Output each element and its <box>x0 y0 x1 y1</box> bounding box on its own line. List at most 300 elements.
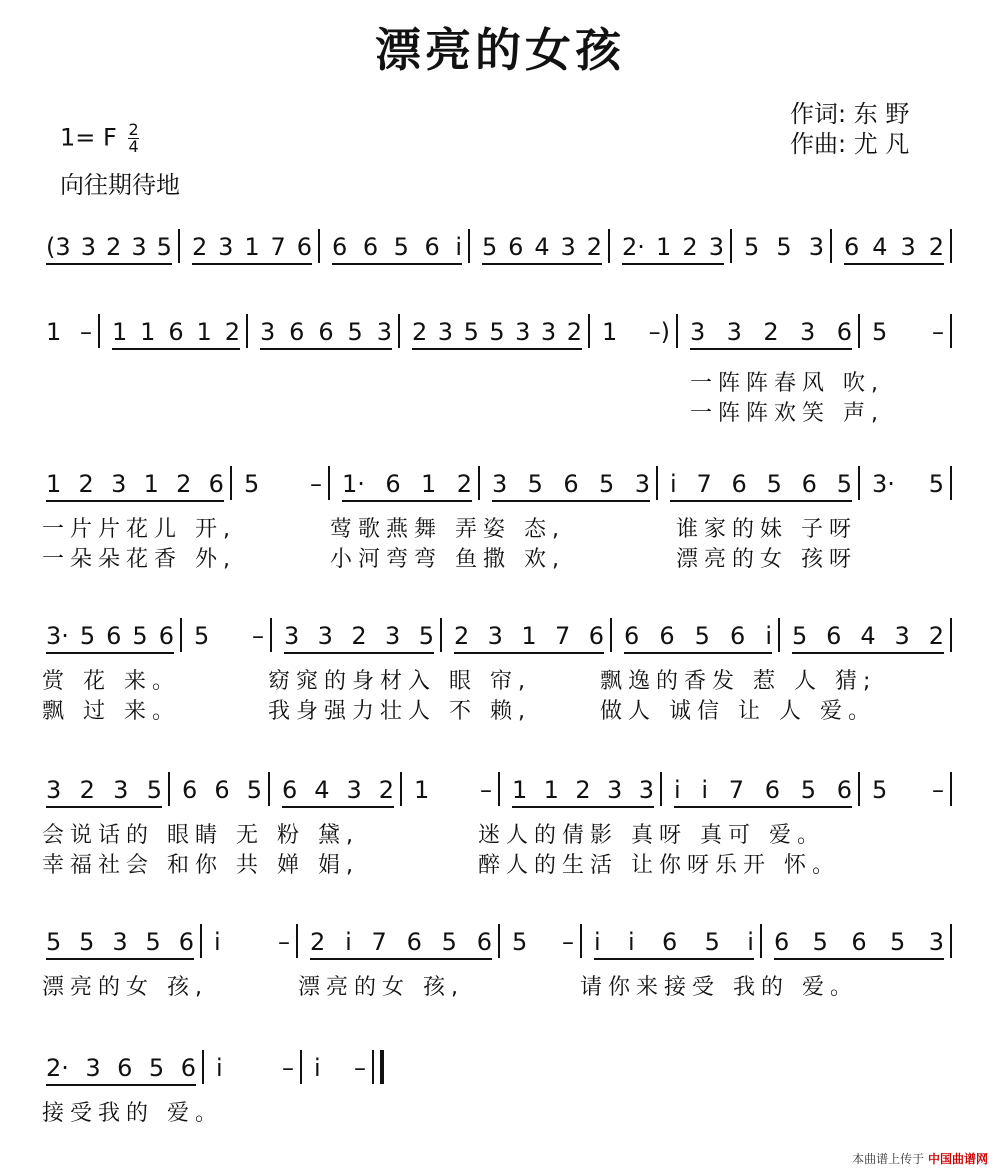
note: i <box>765 622 772 650</box>
lyric-verse-1: 赏 花 来。 <box>42 669 180 694</box>
note: 1 <box>46 470 62 498</box>
beam-underline <box>594 958 754 960</box>
lyric-verse-2: 一朵朵花香 外, <box>42 547 236 572</box>
beam-underline <box>342 500 472 502</box>
barline <box>180 618 182 652</box>
note: 6 <box>729 622 746 650</box>
note: i <box>345 928 352 956</box>
note: 2 <box>79 776 95 804</box>
note: 3 <box>808 233 824 261</box>
note: 2 <box>575 776 591 804</box>
note: 5 <box>418 622 434 650</box>
measure-notes <box>46 233 172 261</box>
note: 5 <box>489 318 505 346</box>
note: 3 <box>540 318 557 346</box>
time-numerator: 2 <box>128 120 139 139</box>
barline <box>830 229 832 263</box>
measure-notes <box>182 776 262 804</box>
time-signature <box>128 122 138 155</box>
barline <box>200 924 202 958</box>
note: 5 <box>148 1054 165 1082</box>
note: 6 <box>332 233 348 261</box>
barline <box>268 772 270 806</box>
note: – <box>80 318 92 346</box>
note: 3 <box>260 318 276 346</box>
measure-notes <box>46 622 174 650</box>
note: 1 <box>521 622 537 650</box>
note: – <box>252 622 264 650</box>
note: 5 <box>599 470 615 498</box>
beam-underline <box>792 652 944 654</box>
note: – <box>282 1054 294 1082</box>
note: i <box>594 928 601 956</box>
note: – <box>310 470 322 498</box>
note: 5 <box>132 622 148 650</box>
lyricist-credit: 作词: 东 野 <box>790 100 910 128</box>
note: 3 <box>607 776 623 804</box>
note: 6 <box>208 470 224 498</box>
note: 5 <box>744 233 760 261</box>
note: 6 <box>826 622 842 650</box>
measure-notes <box>46 1054 196 1082</box>
note: 5 <box>393 233 409 261</box>
note: 2 <box>192 233 208 261</box>
measure-notes <box>872 318 944 346</box>
barline <box>478 466 480 500</box>
measure-notes <box>622 233 724 261</box>
note: 5 <box>145 928 161 956</box>
barline <box>858 314 860 348</box>
note: 1 <box>112 318 128 346</box>
note: 5 <box>800 776 816 804</box>
note: 5 <box>244 470 260 498</box>
note: 5 <box>872 318 888 346</box>
note: 6 <box>836 318 852 346</box>
measure-notes <box>310 928 492 956</box>
note: 7 <box>728 776 745 804</box>
note: 6 <box>508 233 524 261</box>
note: 6 <box>801 470 817 498</box>
beam-underline <box>670 500 852 502</box>
note: i <box>670 470 677 498</box>
measure-notes <box>594 928 754 956</box>
note: 4 <box>314 776 330 804</box>
measure-notes <box>602 318 670 346</box>
barline <box>178 229 180 263</box>
note: –) <box>648 318 670 346</box>
measure-notes <box>412 318 582 346</box>
note: 5 <box>928 470 944 498</box>
note: 2 <box>454 622 470 650</box>
song-title: 漂亮的女孩 <box>375 23 625 77</box>
note: 2· <box>622 233 645 261</box>
note: 1 <box>46 318 62 346</box>
note: 5 <box>812 928 828 956</box>
beam-underline <box>844 263 944 265</box>
lyric-verse-2: 我身强力壮人 不 赖, <box>268 699 531 724</box>
measure-notes <box>872 470 944 498</box>
note: 3 <box>708 233 724 261</box>
lyric-verse-2: 一阵阵欢笑 声, <box>690 401 884 426</box>
note: 4 <box>534 233 550 261</box>
lyric-verse-2: 醉人的生活 让你呀乐开 怀。 <box>478 853 840 878</box>
note: 5 <box>872 776 888 804</box>
measure-notes <box>774 928 944 956</box>
barline <box>676 314 678 348</box>
note: 3 <box>346 776 362 804</box>
beam-underline <box>260 348 392 350</box>
note: 1 <box>414 776 430 804</box>
beam-underline <box>46 263 172 265</box>
barline <box>230 466 232 500</box>
beam-underline <box>46 500 224 502</box>
note: 1 <box>512 776 528 804</box>
barline <box>950 229 952 263</box>
note: – <box>354 1054 366 1082</box>
note: 5 <box>704 928 720 956</box>
note: 5 <box>776 233 792 261</box>
beam-underline <box>112 348 240 350</box>
measure-notes <box>674 776 852 804</box>
measure-notes <box>414 776 492 804</box>
beam-underline <box>774 958 944 960</box>
note: 2 <box>566 318 582 346</box>
note: 1 <box>196 318 212 346</box>
note: 2 <box>763 318 779 346</box>
note: 6 <box>774 928 790 956</box>
measure-notes <box>46 318 92 346</box>
note: 1 <box>140 318 156 346</box>
note: 2 <box>176 470 192 498</box>
note: i <box>674 776 681 804</box>
beam-underline <box>482 263 602 265</box>
measure-notes <box>872 776 944 804</box>
lyric-verse-1: 谁家的妹 子呀 <box>676 517 857 542</box>
barline <box>498 924 500 958</box>
note: 3· <box>46 622 69 650</box>
barline <box>950 772 952 806</box>
note: 6 <box>296 233 312 261</box>
note: 3 <box>437 318 454 346</box>
measure-notes <box>194 622 264 650</box>
note: 3 <box>317 622 333 650</box>
note: 3 <box>560 233 576 261</box>
note: 6 <box>624 622 640 650</box>
note: 3 <box>131 233 147 261</box>
measure-notes <box>46 470 224 498</box>
note: 5 <box>146 776 162 804</box>
lyric-verse-1: 窈窕的身材入 眼 帘, <box>268 669 531 694</box>
note: 6 <box>406 928 422 956</box>
note: 6 <box>851 928 867 956</box>
beam-underline <box>512 806 654 808</box>
note: 6 <box>476 928 492 956</box>
beam-underline <box>46 806 162 808</box>
note: 3 <box>690 318 706 346</box>
note: 4 <box>872 233 888 261</box>
beam-underline <box>412 348 582 350</box>
lyric-verse-1: 漂亮的女 孩, <box>298 975 464 1000</box>
barline <box>468 229 470 263</box>
time-denominator: 4 <box>128 137 139 156</box>
measure-notes <box>454 622 604 650</box>
measure-notes <box>260 318 392 346</box>
note: 6 <box>182 776 198 804</box>
note: 2 <box>928 233 944 261</box>
measure-notes <box>216 1054 294 1082</box>
measure-notes <box>244 470 322 498</box>
note: 3 <box>515 318 531 346</box>
key-signature <box>60 122 139 155</box>
barline <box>328 466 330 500</box>
measure-notes <box>282 776 394 804</box>
measure-notes <box>492 470 650 498</box>
note: 5 <box>766 470 782 498</box>
lyric-verse-1: 飘逸的香发 惹 人 猜; <box>600 669 877 694</box>
final-barline <box>380 1050 384 1084</box>
lyric-verse-1: 漂亮的女 孩, <box>42 975 208 1000</box>
barline <box>168 772 170 806</box>
lyric-verse-1: 请你来接受 我的 爱。 <box>580 975 858 1000</box>
note: 6 <box>836 776 852 804</box>
note: 2 <box>586 233 602 261</box>
note: 1 <box>244 233 260 261</box>
barline <box>246 314 248 348</box>
beam-underline <box>46 652 174 654</box>
beam-underline <box>332 263 462 265</box>
note: 5 <box>512 928 528 956</box>
note: i <box>216 1054 223 1082</box>
measure-notes <box>512 776 654 804</box>
composer-credit: 作曲: 尤 凡 <box>790 130 910 158</box>
note: 3 <box>487 622 503 650</box>
note: 6 <box>117 1054 133 1082</box>
measure-notes <box>332 233 462 261</box>
note: 5 <box>890 928 906 956</box>
beam-underline <box>492 500 650 502</box>
note: 5 <box>792 622 808 650</box>
barline <box>296 924 298 958</box>
note: 7 <box>696 470 712 498</box>
note: 6 <box>588 622 604 650</box>
note: 5 <box>79 928 95 956</box>
note: 1· <box>342 470 365 498</box>
note: 4 <box>860 622 876 650</box>
note: 6 <box>731 470 747 498</box>
note: 3 <box>218 233 234 261</box>
note: 6 <box>214 776 230 804</box>
note: 2 <box>224 318 240 346</box>
note: 3 <box>634 470 650 498</box>
note: 3 <box>46 776 62 804</box>
beam-underline <box>192 263 312 265</box>
lyric-verse-1: 一片片花儿 开, <box>42 517 236 542</box>
note: 5 <box>836 470 852 498</box>
beam-underline <box>46 958 194 960</box>
note: 3 <box>112 928 128 956</box>
tempo-marking: 向往期待地 <box>60 171 180 199</box>
barline <box>400 772 402 806</box>
barline <box>660 772 662 806</box>
beam-underline <box>454 652 604 654</box>
note: i <box>314 1054 321 1082</box>
measure-notes <box>690 318 852 346</box>
note: 7 <box>270 233 286 261</box>
lyric-verse-2: 做人 诚信 让 人 爱。 <box>600 699 876 724</box>
measure-notes <box>214 928 290 956</box>
note: 6 <box>180 1054 196 1082</box>
beam-underline <box>674 806 852 808</box>
measure-notes <box>314 1054 366 1082</box>
measure-notes <box>844 233 944 261</box>
note: 3 <box>928 928 944 956</box>
site-logo: 中国曲谱网 <box>927 1152 988 1166</box>
barline <box>950 314 952 348</box>
note: 6 <box>764 776 781 804</box>
note: 5 <box>194 622 210 650</box>
note: 3 <box>111 470 127 498</box>
note: 6 <box>563 470 579 498</box>
beam-underline <box>622 263 724 265</box>
barline <box>950 466 952 500</box>
barline <box>950 924 952 958</box>
note: 7 <box>555 622 571 650</box>
barline <box>202 1050 204 1084</box>
barline <box>608 229 610 263</box>
note: 2 <box>106 233 122 261</box>
barline <box>588 314 590 348</box>
note: i <box>214 928 221 956</box>
barline <box>98 314 100 348</box>
note: 3 <box>80 233 96 261</box>
note: 3 <box>385 622 401 650</box>
barline <box>778 618 780 652</box>
note: 6 <box>106 622 122 650</box>
measure-notes <box>512 928 574 956</box>
note: 5 <box>441 928 457 956</box>
measure-notes <box>112 318 240 346</box>
note: 3 <box>900 233 916 261</box>
upload-text: 本曲谱上传于 <box>852 1152 925 1166</box>
note: 6 <box>282 776 298 804</box>
note: i <box>455 233 462 261</box>
barline <box>610 618 612 652</box>
note: 2 <box>310 928 326 956</box>
note: 1 <box>655 233 672 261</box>
note: 3 <box>284 622 300 650</box>
barline <box>300 1050 302 1084</box>
note: 2 <box>456 470 472 498</box>
note: 6 <box>158 622 174 650</box>
measure-notes <box>192 233 312 261</box>
note: i <box>747 928 754 956</box>
note: 6 <box>659 622 675 650</box>
beam-underline <box>690 348 852 350</box>
note: 1 <box>543 776 559 804</box>
note: 6 <box>178 928 194 956</box>
barline <box>656 466 658 500</box>
note: 6 <box>362 233 379 261</box>
measure-notes <box>342 470 472 498</box>
note: 5 <box>482 233 498 261</box>
note: 7 <box>371 928 387 956</box>
barline <box>498 772 500 806</box>
note: 5 <box>156 233 172 261</box>
note: 2 <box>412 318 428 346</box>
barline <box>580 924 582 958</box>
measure-notes <box>670 470 852 498</box>
barline <box>730 229 732 263</box>
note: 3 <box>800 318 816 346</box>
note: i <box>701 776 709 804</box>
note: 5 <box>527 470 543 498</box>
barline <box>372 1050 374 1084</box>
barline <box>950 618 952 652</box>
note: 5 <box>463 318 479 346</box>
note: – <box>278 928 290 956</box>
note: – <box>480 776 492 804</box>
upload-credit <box>852 1150 988 1167</box>
note: 6 <box>289 318 305 346</box>
lyric-verse-1: 接受我的 爱。 <box>42 1101 223 1126</box>
note: 6 <box>424 233 440 261</box>
note: 3 <box>85 1054 101 1082</box>
note: – <box>932 318 944 346</box>
note: (3 <box>46 233 71 261</box>
barline <box>858 466 860 500</box>
barline <box>440 618 442 652</box>
note: – <box>932 776 944 804</box>
note: 3· <box>872 470 895 498</box>
beam-underline <box>624 652 772 654</box>
note: 1 <box>143 470 159 498</box>
barline <box>760 924 762 958</box>
note: 3 <box>638 776 654 804</box>
note: 2 <box>682 233 698 261</box>
beam-underline <box>310 958 492 960</box>
measure-notes <box>624 622 772 650</box>
measure-notes <box>284 622 434 650</box>
note: 2 <box>351 622 367 650</box>
lyric-verse-2: 漂亮的女 孩呀 <box>676 547 857 572</box>
note: 1 <box>602 318 618 346</box>
note: 3 <box>113 776 129 804</box>
lyric-verse-1: 莺歌燕舞 弄姿 态, <box>330 517 565 542</box>
measure-notes <box>792 622 944 650</box>
key-label: 1= F <box>60 123 117 152</box>
note: 6 <box>844 233 860 261</box>
lyric-verse-2: 飘 过 来。 <box>42 699 180 724</box>
barline <box>318 229 320 263</box>
note: 2 <box>78 470 94 498</box>
note: – <box>562 928 574 956</box>
note: 3 <box>726 318 742 346</box>
barline <box>858 772 860 806</box>
measure-notes <box>46 928 194 956</box>
lyric-verse-1: 迷人的倩影 真呀 真可 爱。 <box>478 823 825 848</box>
note: 5 <box>79 622 96 650</box>
note: 6 <box>662 928 678 956</box>
lyric-verse-2: 幸福社会 和你 共 婵 娟, <box>42 853 359 878</box>
note: 3 <box>376 318 392 346</box>
lyric-verse-1: 会说话的 眼睛 无 粉 黛, <box>42 823 359 848</box>
note: 5 <box>246 776 262 804</box>
measure-notes <box>46 776 162 804</box>
note: 2 <box>378 776 394 804</box>
note: 5 <box>46 928 62 956</box>
note: 3 <box>894 622 910 650</box>
note: 6 <box>318 318 334 346</box>
